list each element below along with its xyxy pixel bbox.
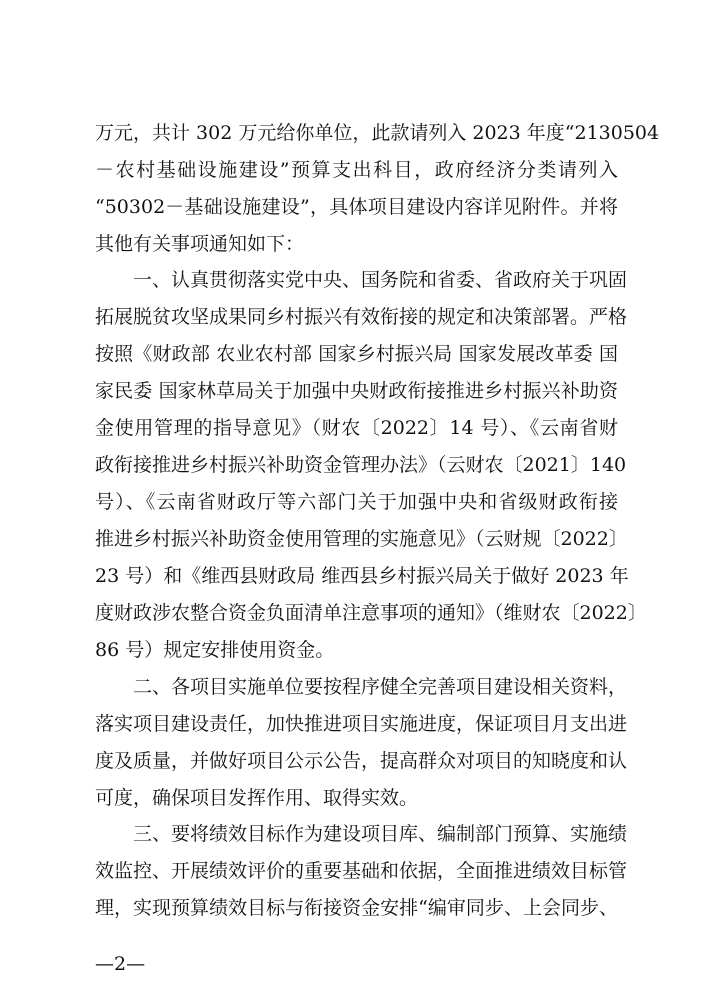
paragraph-3-line-4: 可度，确保项目发挥作用、取得实效。 <box>95 787 419 809</box>
paragraph-2-line-4: 家民委 国家林草局关于加强中央财政衔接推进乡村振兴补助资 <box>95 380 618 402</box>
paragraph-4-line-3: 理，实现预算绩效目标与衔接资金安排“编审同步、上会同步、 <box>95 897 618 919</box>
paragraph-2-line-10: 度财政涉农整合资金负面清单注意事项的通知》（维财农〔2022〕 <box>95 602 647 624</box>
paragraph-4-line-2: 效监控、开展绩效评价的重要基础和依据，全面推进绩效目标管 <box>95 860 628 882</box>
paragraph-2-line-6: 政衔接推进乡村振兴补助资金管理办法》（云财农〔2021〕140 <box>95 454 627 476</box>
paragraph-2-line-5: 金使用管理的指导意见》（财农〔2022〕14 号）、《云南省财 <box>95 417 618 439</box>
paragraph-2-line-3: 按照《财政部 农业农村部 国家乡村振兴局 国家发展改革委 国 <box>95 343 618 365</box>
paragraph-2-line-1: 一、认真贯彻落实党中央、国务院和省委、省政府关于巩固 <box>133 269 628 291</box>
paragraph-1-line-2: －农村基础设施建设”预算支出科目，政府经济分类请列入 <box>95 159 618 181</box>
paragraph-3-line-1: 二、各项目实施单位要按程序健全完善项目建设相关资料， <box>133 676 628 698</box>
paragraph-2-line-11: 86 号）规定安排使用资金。 <box>95 639 335 661</box>
paragraph-3-line-2: 落实项目建设责任，加快推进项目实施进度，保证项目月支出进 <box>95 713 628 735</box>
paragraph-4-line-1: 三、要将绩效目标作为建设项目库、编制部门预算、实施绩 <box>133 823 628 845</box>
paragraph-2-line-2: 拓展脱贫攻坚成果同乡村振兴有效衔接的规定和决策部署。严格 <box>95 306 628 328</box>
paragraph-2-line-8: 推进乡村振兴补助资金使用管理的实施意见》（云财规〔2022〕 <box>95 528 628 550</box>
page-number: —2— <box>95 953 146 975</box>
paragraph-1-line-4: 其他有关事项通知如下： <box>95 233 305 255</box>
paragraph-1-line-3: “50302－基础设施建设”，具体项目建设内容详见附件。并将 <box>95 196 618 218</box>
paragraph-1-line-1: 万元，共计 302 万元给你单位，此款请列入 2023 年度“2130504 <box>95 122 660 144</box>
paragraph-2-line-9: 23 号）和《维西县财政局 维西县乡村振兴局关于做好 2023 年 <box>95 565 629 587</box>
paragraph-2-line-7: 号）、《云南省财政厅等六部门关于加强中央和省级财政衔接 <box>95 491 618 513</box>
paragraph-3-line-3: 度及质量，并做好项目公示公告，提高群众对项目的知晓度和认 <box>95 750 628 772</box>
